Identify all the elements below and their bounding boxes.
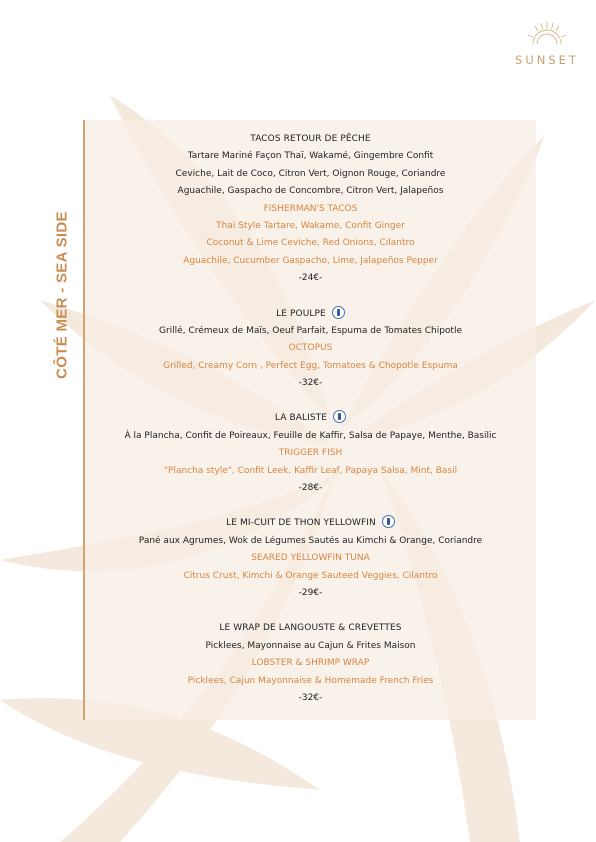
dish-description-fr: Tartare Mariné Façon Thaï, Wakamé, Gingembre Confit (187, 151, 434, 162)
dish-lobster-wrap (85, 620, 536, 707)
dish-title: LA BALISTE (274, 413, 328, 424)
dish-description-en: Aguachile, Cucumber Gaspacho, Lime, Jalapeños Pepper (183, 255, 438, 266)
sunset-logo (507, 20, 587, 70)
dish-title-en: OCTOPUS (288, 343, 333, 354)
menu-items (85, 131, 536, 707)
label-badge-icon (382, 515, 395, 528)
section-title-text: CÔTÉ MER - SEA SIDE (53, 211, 71, 379)
dish-description-en: Coconut & Lime Ceviche, Red Onions, Cilantro (206, 238, 415, 249)
dish-price: -32€- (298, 378, 323, 389)
dish-description-fr: Grillé, Crémeux de Maïs, Oeuf Parfait, Espuma de Tomates Chipotle (159, 325, 462, 336)
dish-trigger-fish (85, 410, 536, 497)
dish-title: LE WRAP DE LANGOUSTE & CREVETTES (219, 623, 402, 634)
dish-title-en: FISHERMAN'S TACOS (263, 203, 358, 214)
dish-title-en: TRIGGER FISH (278, 448, 343, 459)
dish-title-en: LOBSTER & SHRIMP WRAP (251, 658, 370, 669)
logo-wordmark: SUNSET (515, 53, 579, 67)
dish-description-fr: Picklees, Mayonnaise au Cajun & Frites Maison (205, 640, 416, 651)
dish-title-row (85, 410, 536, 427)
dish-description-en: Thai Style Tartare, Wakame, Confit Ginger (216, 220, 405, 231)
dish-title-row (85, 515, 536, 532)
label-badge-icon (332, 306, 345, 319)
dish-description-fr: À la Plancha, Confit de Poireaux, Feuille de Kaffir, Salsa de Papaye, Menthe, Basilic (124, 430, 497, 441)
dish-description-fr: Aguachile, Gaspacho de Concombre, Citron Vert, Jalapeños (177, 186, 444, 197)
dish-description-fr: Pané aux Agrumes, Wok de Légumes Sautés au Kimchi & Orange, Coriandre (138, 535, 483, 546)
dish-yellowfin-tuna (85, 515, 536, 602)
dish-description-en: Picklees, Cajun Mayonnaise & Homemade French Fries (187, 675, 434, 686)
dish-price: -32€- (298, 692, 323, 703)
dish-title-en: SEARED YELLOWFIN TUNA (251, 553, 370, 564)
dish-description-en: Citrus Crust, Kimchi & Orange Sauteed Veggies, Cilantro (183, 570, 438, 581)
dish-description-fr: Ceviche, Lait de Coco, Citron Vert, Oignon Rouge, Coriandre (175, 168, 446, 179)
dish-title: TACOS RETOUR DE PÊCHE (250, 134, 371, 144)
dish-price: -29€- (298, 587, 323, 598)
dish-title-row (85, 306, 536, 323)
label-badge-icon (333, 410, 346, 423)
dish-octopus (85, 306, 536, 393)
dish-description-en: "Plancha style", Confit Leek, Kaffir Leaf, Papaya Salsa, Mint, Basil (163, 465, 458, 476)
dish-title: LE POULPE (276, 308, 326, 319)
dish-title: LE MI-CUIT DE THON YELLOWFIN (226, 518, 376, 529)
dish-price: -28€- (298, 483, 323, 494)
dish-price: -24€- (298, 273, 323, 284)
dish-description-en: Grilled, Creamy Corn , Perfect Egg, Tomatoes & Chopotle Espuma (163, 360, 458, 371)
sun-icon (525, 20, 569, 48)
dish-tacos (85, 131, 536, 288)
